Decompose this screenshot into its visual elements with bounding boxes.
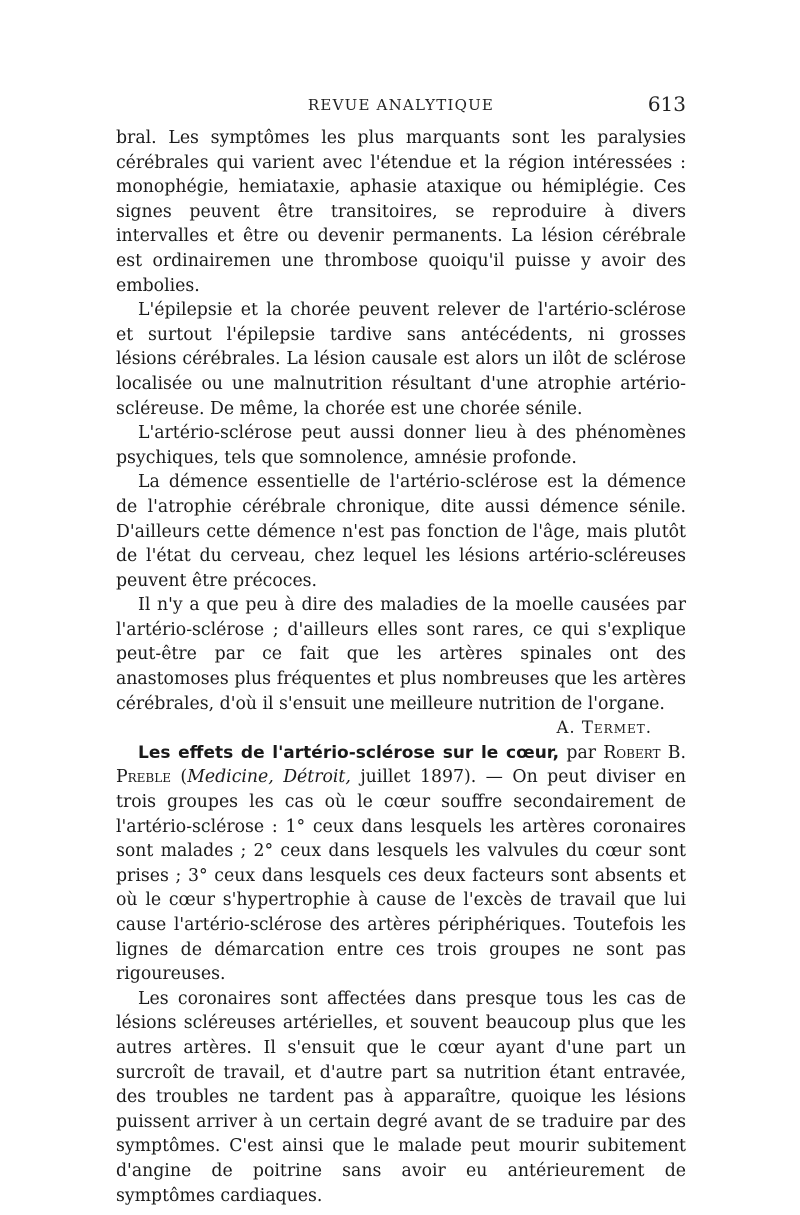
paragraph: L'épilepsie et la chorée peuvent relever de l'artério-sclérose et surtout l'épilepsie tardive sans antécédents, ni grosses lésions cérébrales. La lésion causale est alors un ilôt de sclérose localisée ou une malnutrition résultant d'une atrophie artério-scléreuse. De même, la chorée est une chorée sénile. xyxy=(116,300,686,419)
paragraph: La démence essentielle de l'artério-sclérose est la démence de l'atrophie cérébrale chronique, dite aussi démence sénile. D'ailleurs cette démence n'est pas fonction de l'âge, mais plutôt de l'état du cerveau, chez lequel les lésions artério-scléreuses peuvent être précoces. xyxy=(116,472,686,591)
paragraph: Il n'y a que peu à dire des maladies de la moelle causées par l'artério-sclérose ; d'ailleurs elles sont rares, ce qui s'explique peut-être par ce fait que les artères spinales ont des anastomoses plus fréquentes et plus nombreuses que les artères cérébrales, d'où il s'ensuit une meilleure nutrition de l'organe. xyxy=(116,595,686,714)
page-number: 613 xyxy=(647,92,686,116)
body-text xyxy=(116,126,686,1208)
paragraph: Les coronaires sont affectées dans presque tous les cas de lésions scléreuses artérielles, et souvent beaucoup plus que les autres artères. Il s'ensuit que le cœur ayant d'une part un surcroît de travail, et d'autre part sa nutrition étant entravée, des troubles ne tardent pas à apparaître, quoique les lésions puissent arriver à un certain degré avant de se traduire par des symptômes. C'est ainsi que le malade peut mourir subitement d'angine de poitrine sans avoir eu antérieurement de symptômes cardiaques. xyxy=(116,988,686,1206)
author-signature xyxy=(116,716,686,741)
paragraph: bral. Les symptômes les plus marquants sont les paralysies cérébrales qui varient avec l'étendue et la région intéressées : monophégie, hemiataxie, aphasie ataxique ou hémiplégie. Ces signes peuvent être transitoires, se reproduire à divers intervalles et être ou devenir permanents. La lésion cérébrale est ordinairemen une thrombose quoiqu'il puisse y avoir des embolies. xyxy=(116,128,686,296)
paragraph: L'artério-sclérose peut aussi donner lieu à des phénomènes psychiques, tels que somnolence, amnésie profonde. xyxy=(116,423,686,468)
running-head xyxy=(116,92,686,122)
article-intro: On peut diviser en trois groupes les cas où le cœur souffre secondairement de l'artério-sclérose : 1° ceux dans lesquels les artères coronaires sont malades ; 2° ceux dans lesquels les valvules du cœur sont prises ; 3° ceux dans lesquels ces deux facteurs sont absents et où le cœur s'hypertrophie à cause de l'excès de travail que lui cause l'artério-sclérose des artères périphériques. Toutefois les lignes de démarcation entre ces trois groupes ne sont pas rigoureuses. xyxy=(116,767,686,985)
signature-name: A. Termet. xyxy=(556,718,652,738)
source-date: juillet 1897). — xyxy=(360,767,503,788)
article-author: Robert B. Preble xyxy=(116,742,686,788)
article-paragraph: Les effets de l'artério-sclérose sur le cœur, par Robert B. Preble (Medicine, Détroit, juillet 1897). — On peut diviser en trois groupes les cas où le cœur souffre secondairement de l'artério-sclérose : 1° ceux dans lesquels les artères coronaires sont malades ; 2° ceux dans lesquels les valvules du cœur sont prises ; 3° ceux dans lesquels ces deux facteurs sont absents et où le cœur s'hypertrophie à cause de l'excès de travail que lui cause l'artério-sclérose des artères périphériques. Toutefois les lignes de démarcation entre ces trois groupes ne sont pas rigoureuses. xyxy=(116,742,686,985)
article-heading: Les effets de l'artério-sclérose sur le cœur, xyxy=(138,742,560,763)
document-page xyxy=(116,92,686,1208)
running-title: REVUE ANALYTIQUE xyxy=(307,96,495,114)
source-journal: Medicine, Détroit, xyxy=(187,767,351,788)
article-by: par xyxy=(566,742,597,763)
